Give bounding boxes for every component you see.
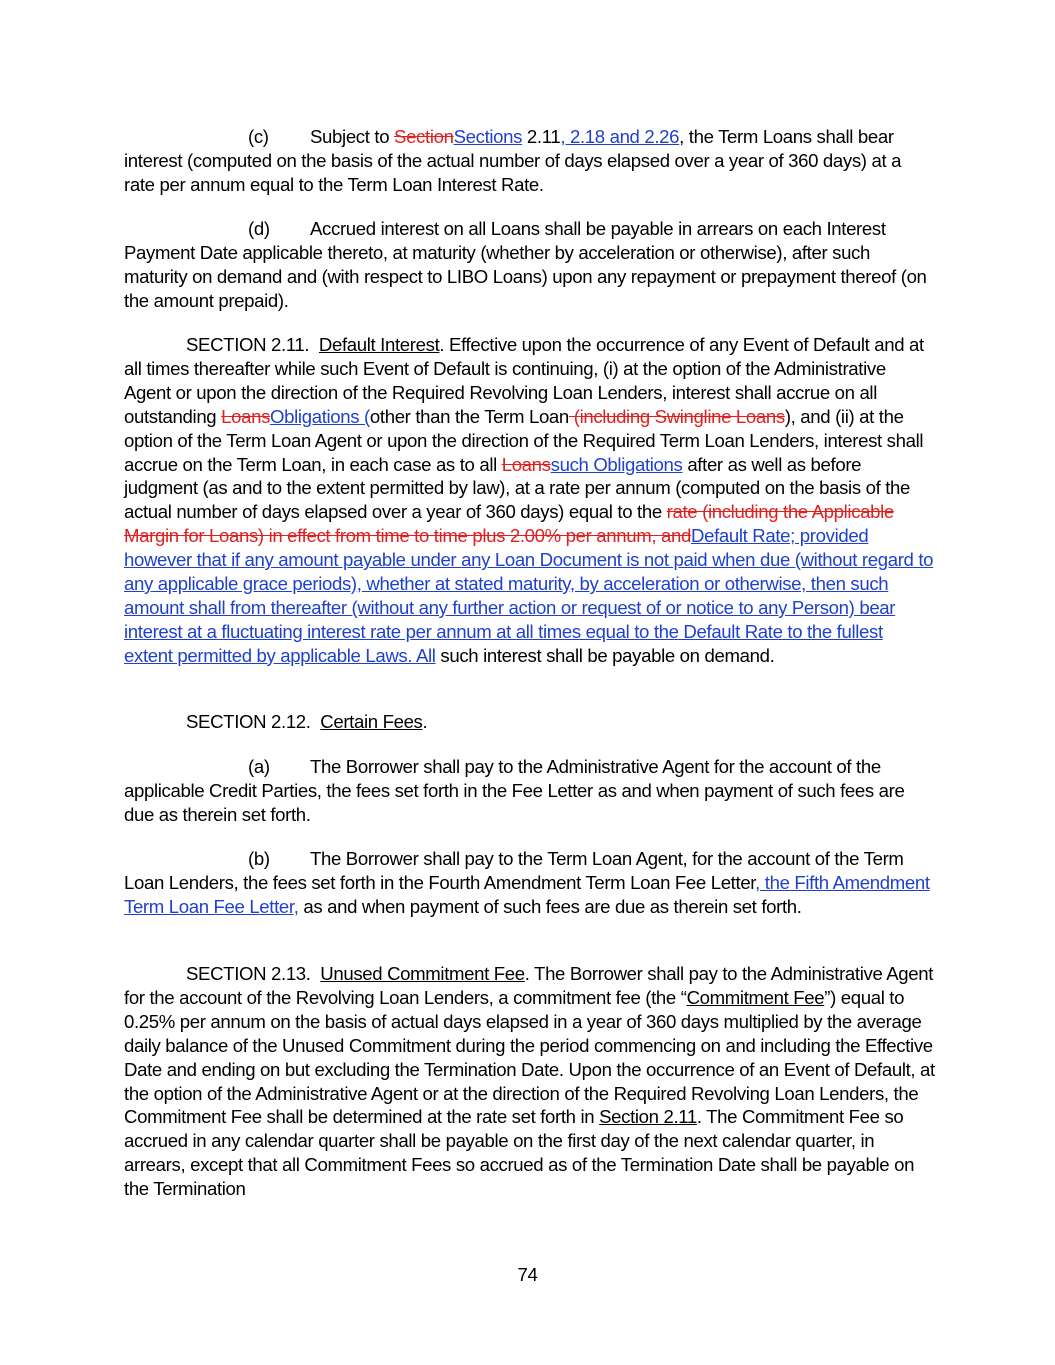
section-number: SECTION 2.12. <box>186 711 311 732</box>
paragraph-2-12-a: (a) The Borrower shall pay to the Administrative Agent for the account of the applicable Credit Parties, the fees set forth in the Fee Letter as and when payment of such fees are due as therein set forth. <box>124 756 905 825</box>
inserted-text: such Obligations <box>550 453 683 475</box>
deleted-text: Section <box>394 126 454 147</box>
inserted-text: , the Fifth Amendment Term Loan Fee Letter, <box>124 871 930 917</box>
clause-label: (c) <box>248 126 269 147</box>
section-number: SECTION 2.13. <box>186 963 311 984</box>
clause-label: (d) <box>248 218 270 239</box>
cross-reference: Section 2.11 <box>599 1106 697 1128</box>
section-2-13-unused-commitment-fee: SECTION 2.13. Unused Commitment Fee. The Borrower shall pay to the Administrative Agent for the account of the Revolving Loan Lenders, a commitment fee (the “Commitment Fee”) equal to 0.25% per annum on the basis of actual days elapsed in a year of 360 days multiplied by the average daily balance of the Unused Commitment during the period commencing on and including the Effective Date and ending on but excluding the Termination Date. Upon the occurrence of an Event of Default, at the option of the Administrative Agent or at the direction of the Required Revolving Loan Lenders, the Commitment Fee shall be determined at the rate set forth in Section 2.11. The Commitment Fee so accrued in any calendar quarter shall be payable on the first day of the next calendar quarter, in arrears, except that all Commitment Fees so accrued as of the Termination Date shall be payable on the Termination <box>124 963 935 1200</box>
clause-label: (b) <box>248 848 270 869</box>
clause-label: (a) <box>248 756 270 777</box>
inserted-text: , 2.18 and 2.26 <box>560 126 680 147</box>
inserted-text: Default Rate; provided however that if any amount payable under any Loan Document is not paid when due (without regard to any applicable grace periods), whether at stated maturity, by acceleration or otherwise, then such amount shall from thereafter (without any further action or request of or notice to any Person) bear interest at a fluctuating interest rate per annum at all times equal to the Default Rate to the fullest extent permitted by applicable Laws. All <box>124 525 934 666</box>
deleted-text: (including Swingline Loans <box>568 405 785 427</box>
section-heading: Certain Fees <box>320 711 423 732</box>
paragraph-2-12-b: (b) The Borrower shall pay to the Term Loan Agent, for the account of the Term Loan Lenders, the fees set forth in the Fourth Amendment Term Loan Fee Letter, the Fifth Amendment Term Loan Fee Letter, as and when payment of such fees are due as therein set forth. <box>124 848 930 917</box>
section-heading: Unused Commitment Fee <box>320 963 525 984</box>
deleted-text: Loans <box>221 405 271 427</box>
section-heading: Default Interest <box>318 334 440 355</box>
section-2-12-certain-fees: SECTION 2.12. Certain Fees. <box>186 711 428 732</box>
inserted-text: Obligations ( <box>270 405 370 427</box>
page-number: 74 <box>517 1264 538 1285</box>
deleted-text: Loans <box>501 453 551 475</box>
section-2-11-default-interest: SECTION 2.11. Default Interest. Effective upon the occurrence of any Event of Default and at all times thereafter while such Event of Default is continuing, (i) at the option of the Administrative Agent or upon the direction of the Required Revolving Loan Lenders, interest shall accrue on all outstanding LoansObligations (other than the Term Loan (including Swingline Loans), and (ii) at the option of the Term Loan Agent or upon the direction of the Required Term Loan Lenders, interest shall accrue on the Term Loan, in each case as to all Loanssuch Obligations after as well as before judgment (as and to the extent permitted by law), at a rate per annum (computed on the basis of the actual number of days elapsed over a year of 360 days) equal to the rate (including the Applicable Margin for Loans) in effect from time to time plus 2.00% per annum, andDefault Rate; provided however that if any amount payable under any Loan Document is not paid when due (without regard to any applicable grace periods), whether at stated maturity, by acceleration or otherwise, then such amount shall from thereafter (without any further action or request of or notice to any Person) bear interest at a fluctuating interest rate per annum at all times equal to the Default Rate to the fullest extent permitted by applicable Laws. All such interest shall be payable on demand. <box>124 334 934 666</box>
paragraph-2-10-d: (d) Accrued interest on all Loans shall be payable in arrears on each Interest Payment Date applicable thereto, at maturity (whether by acceleration or otherwise), after such maturity on demand and (with respect to LIBO Loans) upon any repayment or prepayment thereof (on the amount prepaid). <box>124 218 927 311</box>
inserted-text: Sections <box>453 126 523 147</box>
defined-term: Commitment Fee <box>686 986 825 1008</box>
deleted-text: rate (including the Applicable Margin for Loans) in effect from time to time plus 2.00% per annum, and <box>124 501 894 547</box>
section-number: SECTION 2.11. <box>186 334 310 355</box>
paragraph-2-10-c: (c) Subject to SectionSections 2.11, 2.18 and 2.26, the Term Loans shall bear interest (computed on the basis of the actual number of days elapsed over a year of 360 days) at a rate per annum equal to the Term Loan Interest Rate. <box>124 126 902 195</box>
